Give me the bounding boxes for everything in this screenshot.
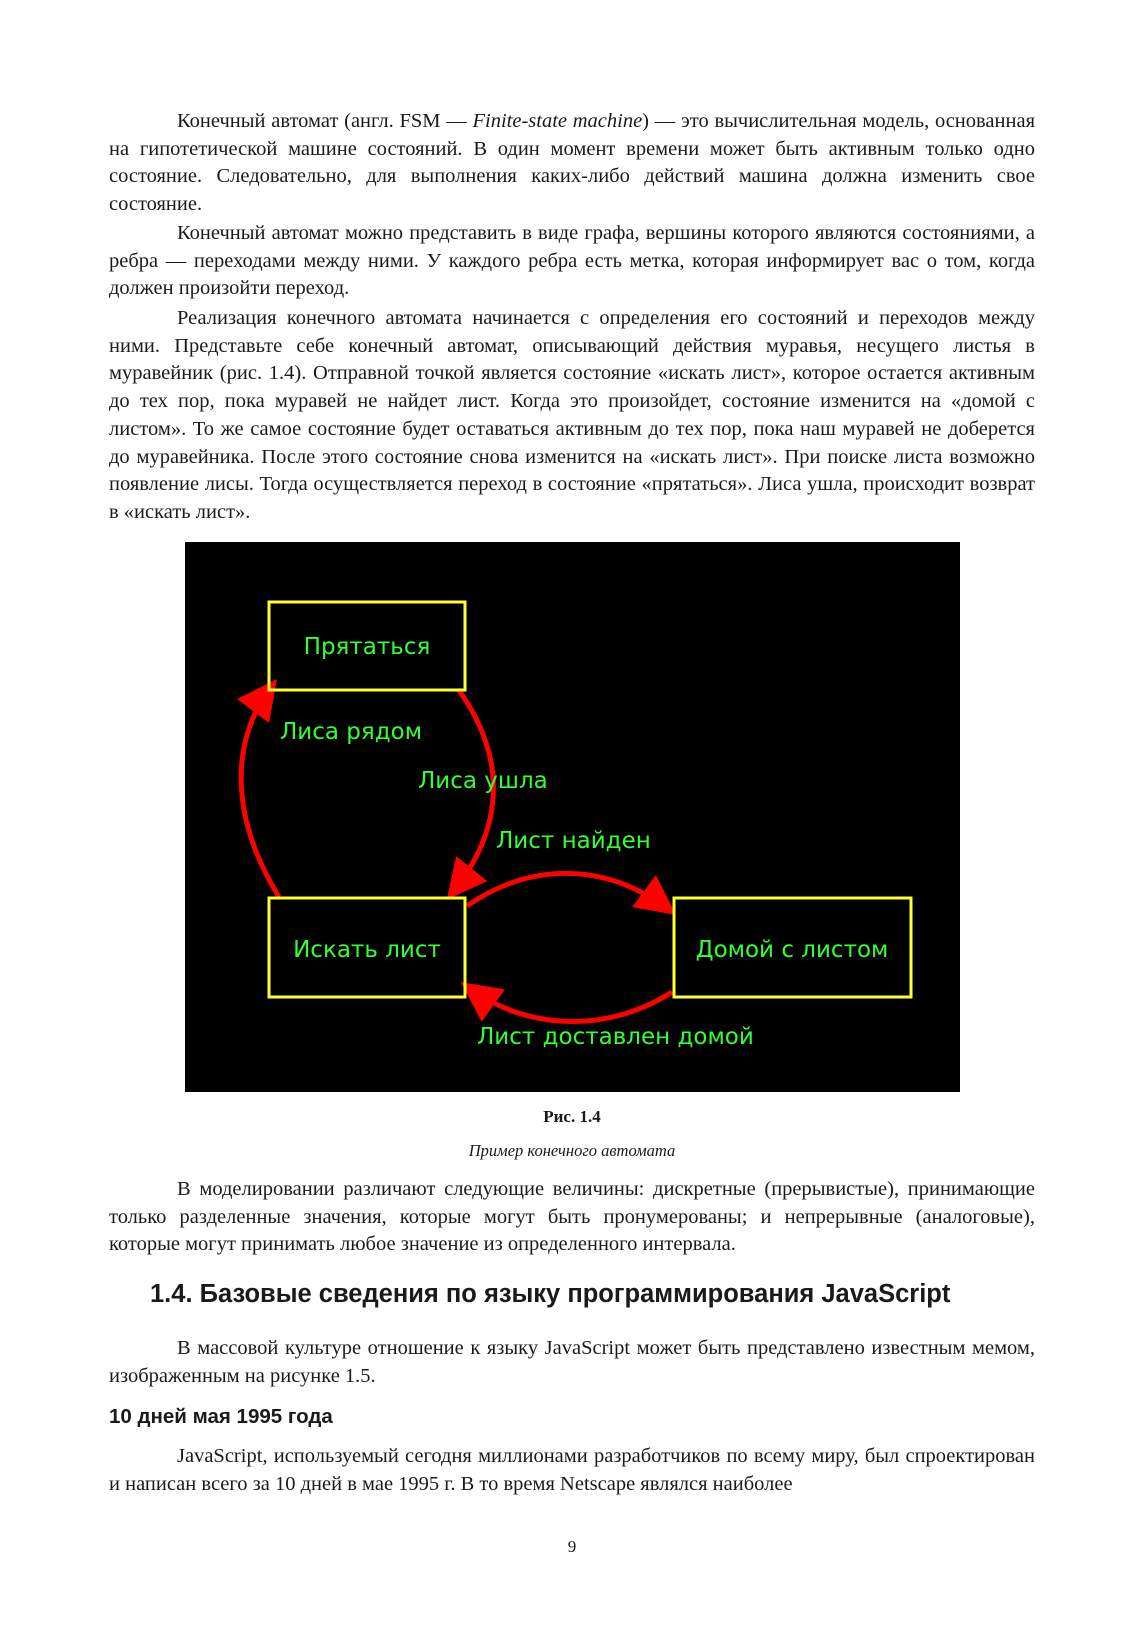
fsm-definition-text-2: ) — это вычислительная модель, основанная на гипотетической машине состояний. В один момент времени может быть активным только одно состояние. Следовательно, для выполнения каких-либо действий машина должна изменить свое состояние. [109,110,1035,216]
section-heading: 1.4. Базовые сведения по языку программирования JavaScript [150,1280,951,1308]
page-number: 9 [567,1537,577,1556]
paragraph-js-history: JavaScript, используемый сегодня миллионами разработчиков по всему миру, был спроектирован и написан всего за 10 дней в мае 1995 г. В то время Netscape являлся наиболее [109,1445,1035,1495]
fsm-definition-text-1: Конечный автомат (англ. FSM — [177,110,473,132]
transition-fox-gone-label: Лиса ушла [418,768,548,794]
subsection-heading: 10 дней мая 1995 года [109,1405,333,1428]
arrow-leaf-delivered [469,988,672,1022]
paragraph-graph: Конечный автомат можно представить в виде графа, вершины которого являются состояниями, а ребра — переходами между ними. У каждого ребра есть метка, которая информирует вас о том, когда должен произойти переход. [109,222,1035,300]
paragraph-fsm-definition [109,108,1035,219]
fsm-definition-term: Finite-state machine [472,110,643,132]
state-home-label: Домой с листом [695,937,889,963]
paragraph-js-meme: В массовой культуре отношение к языку JavaScript может быть представлено известным мемом, изображенным на рисунке 1.5. [109,1337,1035,1387]
transition-leaf-delivered-label: Лист доставлен домой [477,1024,754,1050]
state-search-label: Искать лист [293,937,441,963]
transition-fox-near-label: Лиса рядом [280,719,423,745]
arrow-leaf-found [467,873,668,909]
state-hide-label: Прятаться [303,634,431,660]
paragraph-implementation: Реализация конечного автомата начинается с определения его состояний и переходов между ними. Представьте себе конечный автомат, описывающий действия муравья, несущего листья в муравейник (рис. 1.4). Отправной точкой является состояние «искать лист», которое остается активным до тех пор, пока муравей не найдет лист. Когда это произойдет, состояние изменится на «домой с листом». То же самое состояние будет оставаться активным до тех пор, пока наш муравей не доберется до муравейника. После этого состояние снова изменится на «искать лист». При поиске листа возможно появление лисы. Тогда осуществляется переход в состояние «прятаться». Лиса ушла, происходит возврат в «искать лист». [109,307,1035,523]
figure-label: Рис. 1.4 [543,1107,601,1126]
arrow-fox-near [241,687,279,897]
figure-caption: Пример конечного автомата [468,1141,676,1160]
paragraph-modeling: В моделировании различают следующие величины: дискретные (прерывистые), принимающие только разделенные значения, которые могут быть пронумерованы; и непрерывные (аналоговые), которые могут принимать любое значение из определенного интервала. [109,1178,1035,1256]
fsm-diagram [185,542,960,1092]
transition-leaf-found-label: Лист найден [496,828,651,854]
